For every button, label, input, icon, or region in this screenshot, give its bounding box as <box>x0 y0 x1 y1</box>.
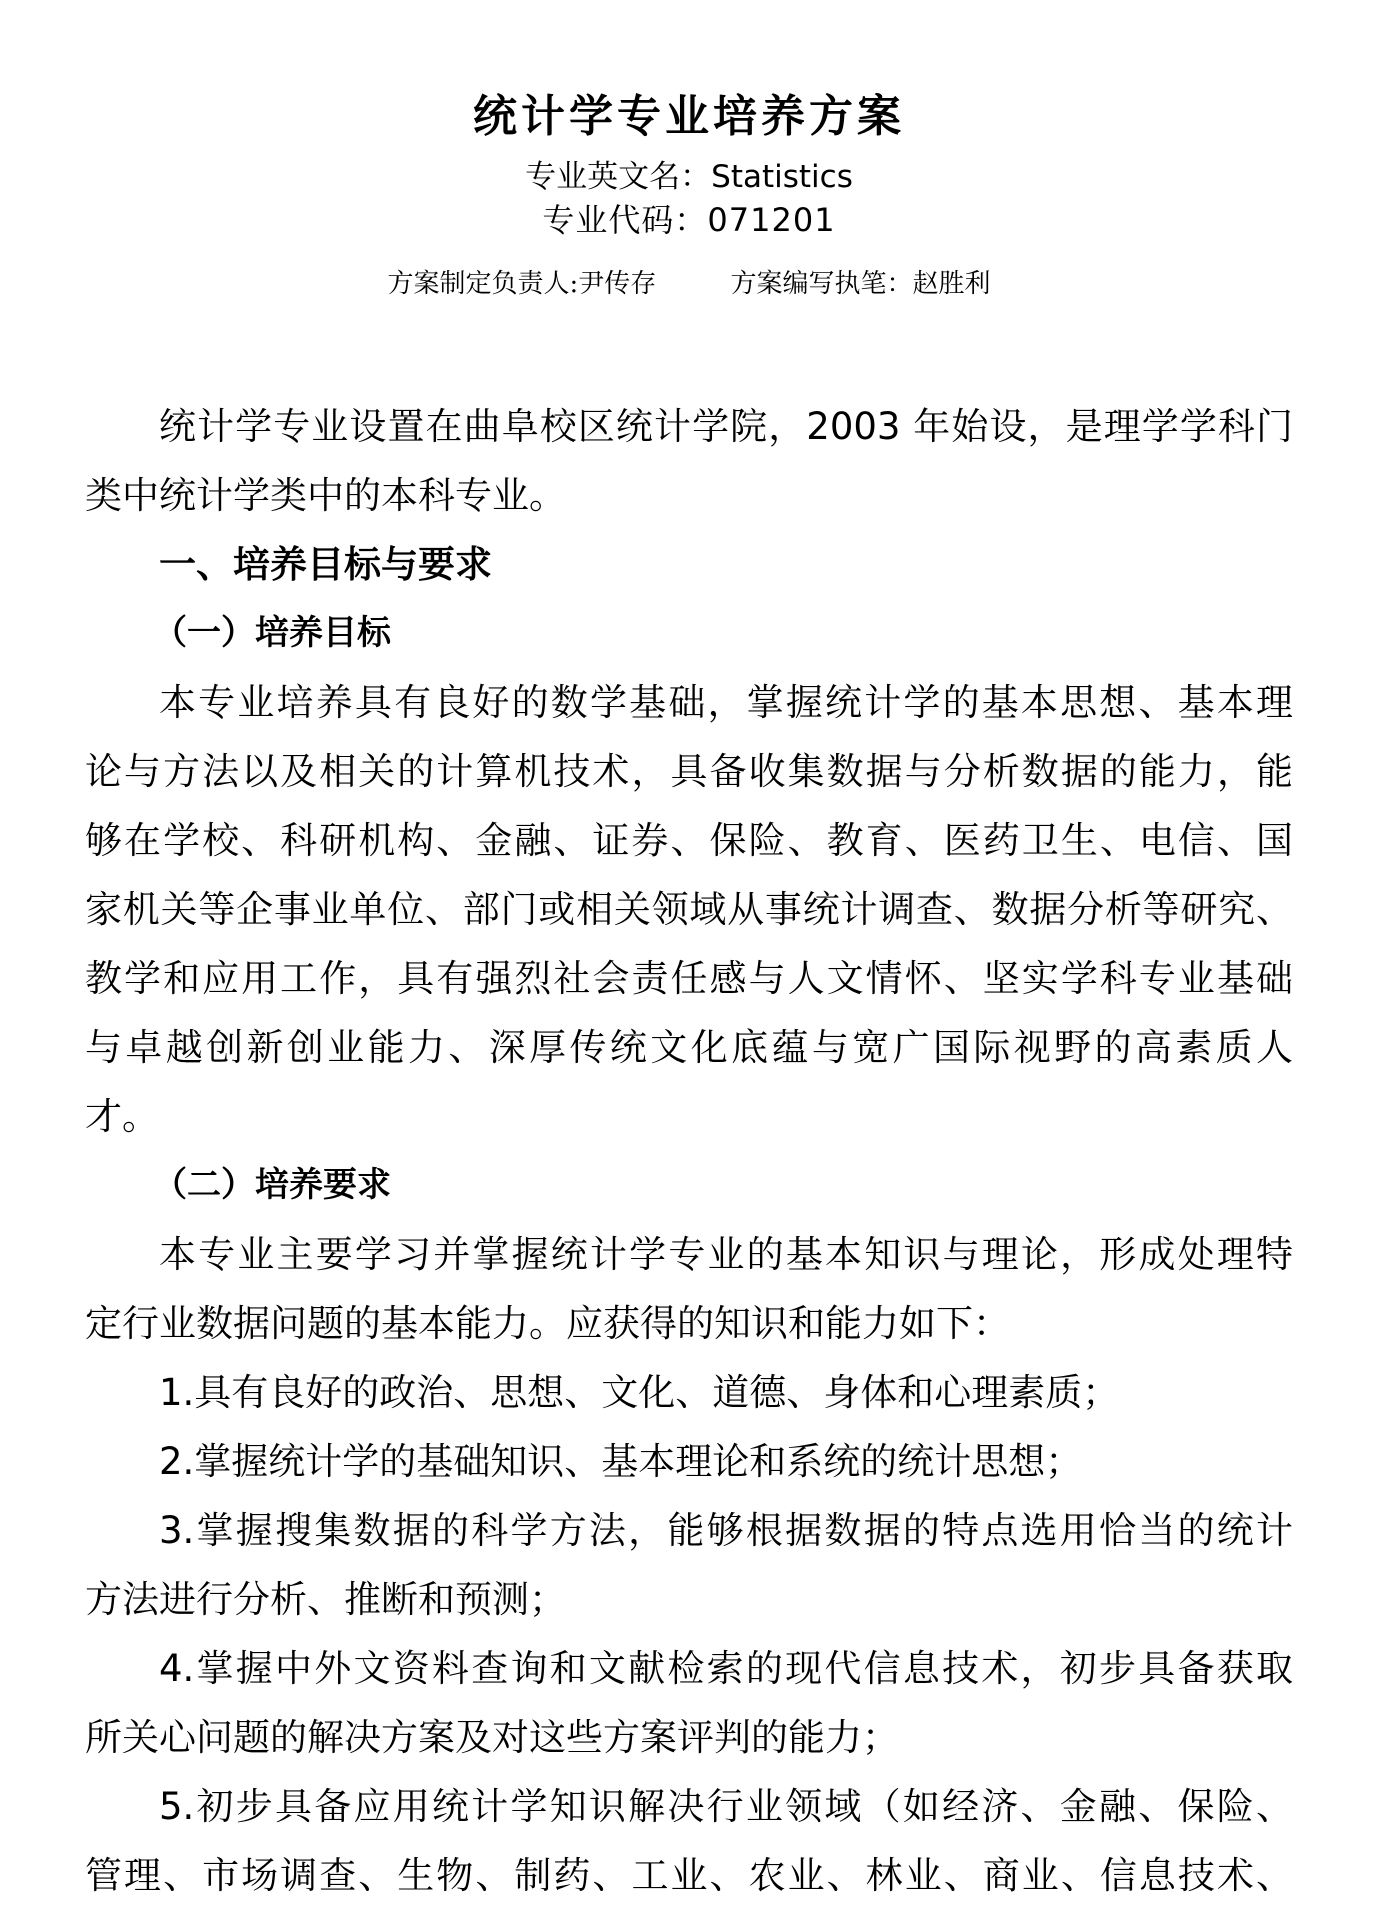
list-item-line: 3.掌握搜集数据的科学方法，能够根据数据的特点选用恰当的统计 <box>159 1509 1293 1552</box>
para-line: 定行业数据问题的基本能力。应获得的知识和能力如下： <box>85 1302 1010 1345</box>
para-line: 统计学专业设置在曲阜校区统计学院，2003 年始设，是理学学科门 <box>159 405 1293 448</box>
plan-director: 方案制定负责人:尹传存 <box>387 269 657 299</box>
authors-line <box>85 266 1293 302</box>
list-item-line: 方法进行分析、推断和预测； <box>85 1578 566 1621</box>
english-name-line <box>85 156 1293 198</box>
plan-writer: 方案编写执笔：赵胜利 <box>730 269 991 299</box>
english-name-label: 专业英文名： <box>525 159 712 195</box>
para-line: 教学和应用工作，具有强烈社会责任感与人文情怀、坚实学科专业基础 <box>85 957 1293 1000</box>
english-name-value: Statistics <box>711 159 853 195</box>
page-title: 统计学专业培养方案 <box>473 91 905 142</box>
para-line: 本专业主要学习并掌握统计学专业的基本知识与理论，形成处理特 <box>159 1233 1293 1276</box>
para-line: 类中统计学类中的本科专业。 <box>85 474 566 517</box>
list-item-line: 4.掌握中外文资料查询和文献检索的现代信息技术，初步具备获取 <box>159 1647 1293 1690</box>
major-code-line: 专业代码：071201 <box>542 201 836 239</box>
para-line: 家机关等企事业单位、部门或相关领域从事统计调查、数据分析等研究、 <box>85 888 1293 931</box>
para-line: 本专业培养具有良好的数学基础，掌握统计学的基本思想、基本理 <box>159 681 1293 724</box>
list-item-line: 所关心问题的解决方案及对这些方案评判的能力； <box>85 1716 899 1759</box>
para-line: 够在学校、科研机构、金融、证券、保险、教育、医药卫生、电信、国 <box>85 819 1293 862</box>
subsection-heading: （一）培养目标 <box>153 613 391 653</box>
section-heading: 一、培养目标与要求 <box>159 543 492 586</box>
list-item-line: 2.掌握统计学的基础知识、基本理论和系统的统计思想； <box>159 1440 1083 1483</box>
list-item-line: 1.具有良好的政治、思想、文化、道德、身体和心理素质； <box>159 1371 1120 1414</box>
para-line: 论与方法以及相关的计算机技术，具备收集数据与分析数据的能力，能 <box>85 750 1293 793</box>
para-line: 才。 <box>85 1095 159 1138</box>
list-item-line: 5.初步具备应用统计学知识解决行业领域（如经济、金融、保险、 <box>159 1785 1293 1828</box>
list-item-line: 管理、市场调查、生物、制药、工业、农业、林业、商业、信息技术、 <box>85 1854 1293 1897</box>
para-line: 与卓越创新创业能力、深厚传统文化底蕴与宽广国际视野的高素质人 <box>85 1026 1293 1069</box>
document-body <box>85 392 1293 1910</box>
subsection-heading: （二）培养要求 <box>153 1165 391 1205</box>
